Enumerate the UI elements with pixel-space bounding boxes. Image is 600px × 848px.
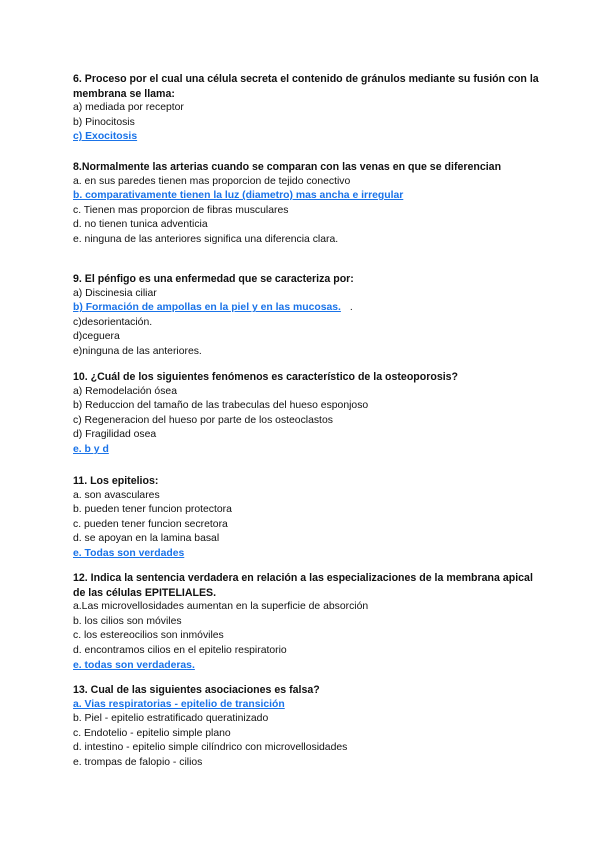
option: c. Tienen mas proporcion de fibras musculares xyxy=(73,204,289,216)
option: e. ninguna de las anteriores significa una diferencia clara. xyxy=(73,233,339,245)
question-11 xyxy=(73,474,543,562)
question-title: 12. Indica la sentencia verdadera en relación a las especializaciones de la membrana apical de las células EPITELIALES. xyxy=(73,572,533,599)
option: c. los estereocilios son inmóviles xyxy=(73,630,224,642)
option: d. encontramos cilios en el epitelio respiratorio xyxy=(73,644,287,656)
option: d)ceguera xyxy=(73,331,120,343)
correct-answer: e. Todas son verdades xyxy=(73,547,185,559)
correct-answer: a. Vias respiratorias - epitelio de transición xyxy=(73,698,285,710)
question-9 xyxy=(73,272,543,360)
correct-answer: e. todas son verdaderas. xyxy=(73,659,195,671)
option: b) Pinocitosis xyxy=(73,116,135,128)
option: c)desorientación. xyxy=(73,316,153,328)
option: e)ninguna de las anteriores. xyxy=(73,345,202,357)
correct-answer: b) Formación de ampollas en la piel y en las mucosas. xyxy=(73,302,341,314)
option: d. intestino - epitelio simple cilíndrico con microvellosidades xyxy=(73,742,348,754)
option: a.Las microvellosidades aumentan en la superficie de absorción xyxy=(73,601,369,613)
option: b. Piel - epitelio estratificado queratinizado xyxy=(73,713,269,725)
option: a) Discinesia ciliar xyxy=(73,287,157,299)
question-title: 11. Los epitelios: xyxy=(73,475,159,487)
question-title: 10. ¿Cuál de los siguientes fenómenos es característico de la osteoporosis? xyxy=(73,371,459,383)
correct-answer-row xyxy=(73,301,543,316)
option: e. trompas de falopio - cilios xyxy=(73,756,203,768)
option: b. pueden tener funcion protectora xyxy=(73,504,232,516)
question-title: 6. Proceso por el cual una célula secreta el contenido de gránulos mediante su fusión con la membrana se llama: xyxy=(73,73,539,100)
option: d) Fragilidad osea xyxy=(73,429,157,441)
option: a. en sus paredes tienen mas proporcion de tejido conectivo xyxy=(73,175,351,187)
option: d. se apoyan en la lamina basal xyxy=(73,533,220,545)
option: a. son avasculares xyxy=(73,489,160,501)
question-title: 9. El pénfigo es una enfermedad que se caracteriza por: xyxy=(73,273,354,285)
option: c. Endotelio - epitelio simple plano xyxy=(73,727,231,739)
question-title: 8.Normalmente las arterias cuando se comparan con las venas en que se diferencian xyxy=(73,161,502,173)
option: a) mediada por receptor xyxy=(73,102,184,114)
trailing-mark: . xyxy=(349,302,353,314)
correct-answer: b. comparativamente tienen la luz (diametro) mas ancha e irregular xyxy=(73,190,404,202)
option: a) Remodelación ósea xyxy=(73,385,177,397)
option: c. pueden tener funcion secretora xyxy=(73,518,228,530)
question-6 xyxy=(73,72,543,145)
question-10 xyxy=(73,370,543,458)
option: b. los cilios son móviles xyxy=(73,615,182,627)
correct-answer: e. b y d xyxy=(73,443,109,455)
question-13 xyxy=(73,683,543,771)
option: b) Reduccion del tamaño de las trabeculas del hueso esponjoso xyxy=(73,400,369,412)
question-8 xyxy=(73,160,543,248)
question-12 xyxy=(73,571,543,673)
correct-answer: c) Exocitosis xyxy=(73,131,138,143)
option: d. no tienen tunica adventicia xyxy=(73,219,208,231)
option: c) Regeneracion del hueso por parte de los osteoclastos xyxy=(73,414,333,426)
question-title: 13. Cual de las siguientes asociaciones es falsa? xyxy=(73,684,320,696)
